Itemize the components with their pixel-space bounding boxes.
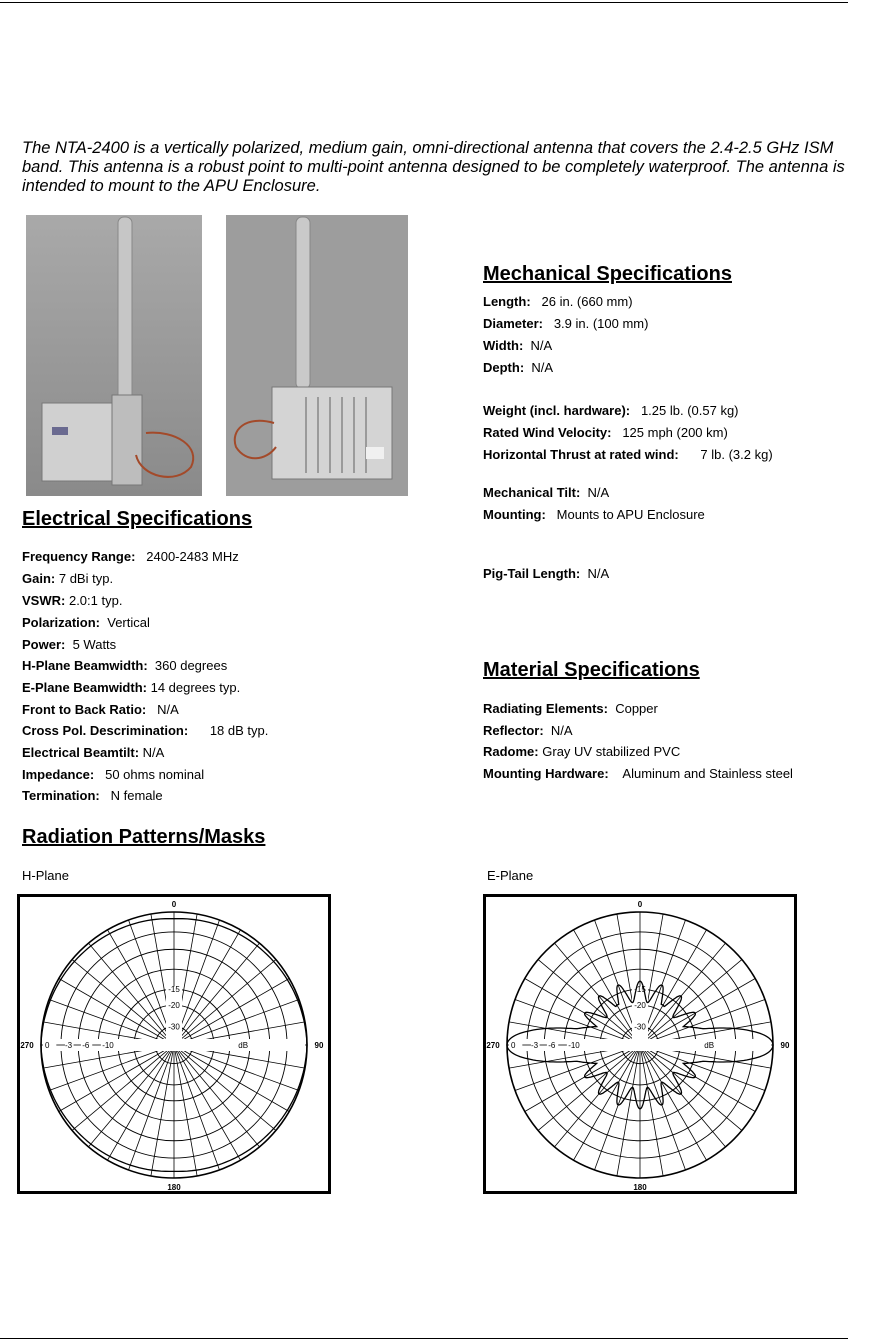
grid-spoke [59,1048,169,1112]
spec-mounting-hardware: Mounting Hardware: Aluminum and Stainless steel [483,766,793,781]
angle-label: 180 [633,1183,647,1191]
angle-label: 180 [167,1183,181,1191]
e-plane-chart [483,894,797,1194]
spec-impedance: Impedance: 50 ohms nominal [22,767,205,782]
spec-radome: Radome: Gray UV stabilized PVC [483,744,681,759]
intro-paragraph: The NTA-2400 is a vertically polarized, medium gain, omni-directional antenna that covers the 2.4-2.5 GHz ISM band. This antenna is a robust point to multi-point antenna designed to be completely waterproof. The antenna is intended to mount to the APU Enclosure. [22,139,845,195]
spec-mechanical-tilt: Mechanical Tilt: N/A [483,485,610,500]
grid-spoke [179,979,289,1043]
grid-spoke [108,930,172,1040]
spec-wind-velocity: Rated Wind Velocity: 125 mph (200 km) [483,425,728,440]
spec-front-to-back: Front to Back Ratio: N/A [22,702,179,717]
spec-e-plane-beamwidth: E-Plane Beamwidth: 14 degrees typ. [22,680,241,695]
spec-vswr: VSWR: 2.0:1 typ. [22,593,123,608]
db-tick-label: -3 [530,1041,539,1050]
grid-spoke [177,930,241,1040]
spec-termination: Termination: N female [22,788,163,803]
db-tick-label: 0 [45,1041,50,1050]
spec-cross-pol: Cross Pol. Descrimination: 18 dB typ. [22,723,269,738]
grid-spoke [108,1050,172,1160]
mechanical-heading: Mechanical Specifications [483,263,732,285]
db-tick-label: -10 [568,1041,580,1050]
spec-diameter: Diameter: 3.9 in. (100 mm) [483,316,649,331]
h-plane-chart [17,894,331,1194]
db-tick-label: -15 [168,985,180,995]
spec-frequency-range: Frequency Range: 2400-2483 MHz [22,549,239,564]
spec-pigtail-length: Pig-Tail Length: N/A [483,566,610,581]
db-tick-label: -30 [634,1022,646,1032]
grid-spoke [643,1050,707,1160]
spec-h-plane-beamwidth: H-Plane Beamwidth: 360 degrees [22,658,228,673]
angle-label: 90 [314,1041,324,1050]
bottom-rule [0,1338,848,1339]
db-unit-label: dB [704,1041,715,1050]
db-tick-label: -6 [548,1041,556,1050]
angle-label: 90 [780,1041,790,1050]
material-heading: Material Specifications [483,659,700,681]
antenna-photo-front [26,215,202,496]
db-tick-label: -15 [634,985,646,995]
db-tick-label: -30 [168,1022,180,1032]
grid-spoke [179,1048,289,1112]
top-rule [0,2,848,3]
angle-label: 0 [637,900,643,909]
angle-label: 270 [486,1041,500,1050]
db-tick-label: -6 [82,1041,90,1050]
spec-polarization: Polarization: Vertical [22,615,150,630]
grid-spoke [59,979,169,1043]
spec-mounting: Mounting: Mounts to APU Enclosure [483,507,705,522]
grid-spoke [177,1050,241,1160]
grid-spoke [525,1048,635,1112]
angle-label: 270 [20,1041,34,1050]
grid-spoke [645,1048,755,1112]
grid-spoke [574,1050,638,1160]
spec-depth: Depth: N/A [483,360,554,375]
electrical-heading: Electrical Specifications [22,508,253,530]
db-tick-label: -20 [634,1001,646,1011]
h-plane-label: H-Plane [22,868,69,883]
spec-gain: Gain: 7 dBi typ. [22,571,114,586]
grid-spoke [643,930,707,1040]
spec-power: Power: 5 Watts [22,637,117,652]
angle-label: 0 [171,900,177,909]
grid-spoke [525,979,635,1043]
db-tick-label: -10 [102,1041,114,1050]
spec-width: Width: N/A [483,338,553,353]
db-tick-label: -3 [64,1041,73,1050]
spec-horizontal-thrust: Horizontal Thrust at rated wind: 7 lb. (3.2 kg) [483,447,773,462]
db-unit-label: dB [238,1041,249,1050]
antenna-photo-back [226,215,408,496]
grid-spoke [645,979,755,1043]
db-tick-label: 0 [511,1041,516,1050]
db-tick-label: -20 [168,1001,180,1011]
spec-radiating-elements: Radiating Elements: Copper [483,701,658,716]
spec-reflector: Reflector: N/A [483,723,573,738]
spec-length: Length: 26 in. (660 mm) [483,294,633,309]
radiation-heading: Radiation Patterns/Masks [22,826,266,848]
grid-spoke [574,930,638,1040]
spec-weight: Weight (incl. hardware): 1.25 lb. (0.57 kg) [483,403,739,418]
spec-electrical-beamtilt: Electrical Beamtilt: N/A [22,745,165,760]
e-plane-label: E-Plane [487,868,534,883]
